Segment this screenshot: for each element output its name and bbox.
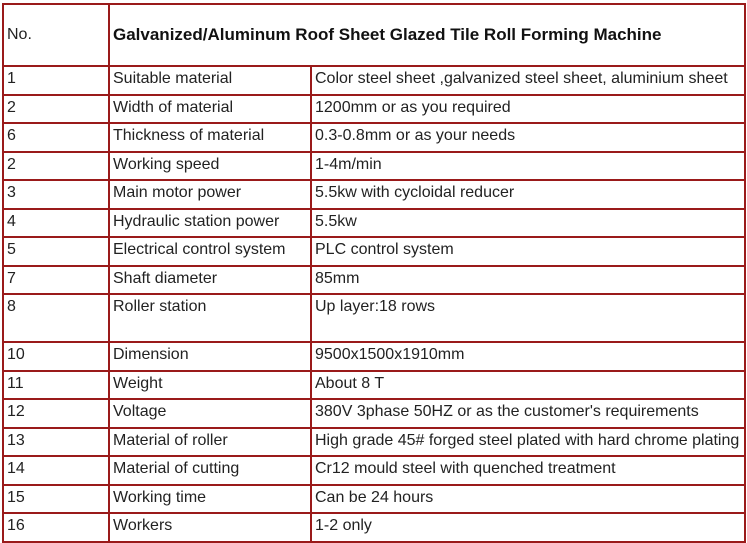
row-value: 1200mm or as you required bbox=[311, 95, 745, 124]
table-row bbox=[3, 371, 745, 400]
row-value: Can be 24 hours bbox=[311, 485, 745, 514]
row-item: Hydraulic station power bbox=[109, 209, 311, 238]
row-item: Working time bbox=[109, 485, 311, 514]
table-row bbox=[3, 399, 745, 428]
table-row bbox=[3, 95, 745, 124]
row-number: 7 bbox=[3, 266, 109, 295]
spec-table bbox=[2, 3, 746, 543]
table-row bbox=[3, 342, 745, 371]
table-row bbox=[3, 66, 745, 95]
row-number: 12 bbox=[3, 399, 109, 428]
table-row bbox=[3, 237, 745, 266]
row-number: 6 bbox=[3, 123, 109, 152]
row-number: 15 bbox=[3, 485, 109, 514]
table-header-row bbox=[3, 4, 745, 66]
row-value: Color steel sheet ,galvanized steel sheet, aluminium sheet bbox=[311, 66, 745, 95]
table-row bbox=[3, 513, 745, 542]
row-number: 2 bbox=[3, 152, 109, 181]
row-number: 4 bbox=[3, 209, 109, 238]
row-value: 5.5kw bbox=[311, 209, 745, 238]
row-item: Width of material bbox=[109, 95, 311, 124]
row-value: 0.3-0.8mm or as your needs bbox=[311, 123, 745, 152]
no-header-cell: No. bbox=[3, 4, 109, 66]
row-value: 5.5kw with cycloidal reducer bbox=[311, 180, 745, 209]
row-item: Suitable material bbox=[109, 66, 311, 95]
row-item: Material of roller bbox=[109, 428, 311, 457]
row-value: 9500x1500x1910mm bbox=[311, 342, 745, 371]
row-item: Thickness of material bbox=[109, 123, 311, 152]
row-item: Working speed bbox=[109, 152, 311, 181]
row-value: Cr12 mould steel with quenched treatment bbox=[311, 456, 745, 485]
table-row bbox=[3, 266, 745, 295]
table-row bbox=[3, 209, 745, 238]
row-number: 13 bbox=[3, 428, 109, 457]
table-row bbox=[3, 456, 745, 485]
row-item: Weight bbox=[109, 371, 311, 400]
row-value: 85mm bbox=[311, 266, 745, 295]
row-number: 1 bbox=[3, 66, 109, 95]
row-number: 3 bbox=[3, 180, 109, 209]
row-number: 11 bbox=[3, 371, 109, 400]
row-number: 8 bbox=[3, 294, 109, 342]
row-value: 380V 3phase 50HZ or as the customer's requirements bbox=[311, 399, 745, 428]
row-number: 2 bbox=[3, 95, 109, 124]
row-value: High grade 45# forged steel plated with hard chrome plating bbox=[311, 428, 745, 457]
table-row bbox=[3, 428, 745, 457]
table-row bbox=[3, 123, 745, 152]
row-number: 16 bbox=[3, 513, 109, 542]
row-value: PLC control system bbox=[311, 237, 745, 266]
row-value: 1-2 only bbox=[311, 513, 745, 542]
row-value: Up layer:18 rows bbox=[311, 294, 745, 342]
row-number: 5 bbox=[3, 237, 109, 266]
table-row bbox=[3, 294, 745, 342]
row-item: Dimension bbox=[109, 342, 311, 371]
row-item: Voltage bbox=[109, 399, 311, 428]
table-row bbox=[3, 180, 745, 209]
row-item: Material of cutting bbox=[109, 456, 311, 485]
table-row bbox=[3, 485, 745, 514]
row-value: 1-4m/min bbox=[311, 152, 745, 181]
row-item: Shaft diameter bbox=[109, 266, 311, 295]
table-title: Galvanized/Aluminum Roof Sheet Glazed Tile Roll Forming Machine bbox=[109, 4, 745, 66]
row-item: Electrical control system bbox=[109, 237, 311, 266]
row-value: About 8 T bbox=[311, 371, 745, 400]
row-item: Roller station bbox=[109, 294, 311, 342]
row-number: 14 bbox=[3, 456, 109, 485]
row-item: Workers bbox=[109, 513, 311, 542]
row-number: 10 bbox=[3, 342, 109, 371]
row-item: Main motor power bbox=[109, 180, 311, 209]
table-row bbox=[3, 152, 745, 181]
